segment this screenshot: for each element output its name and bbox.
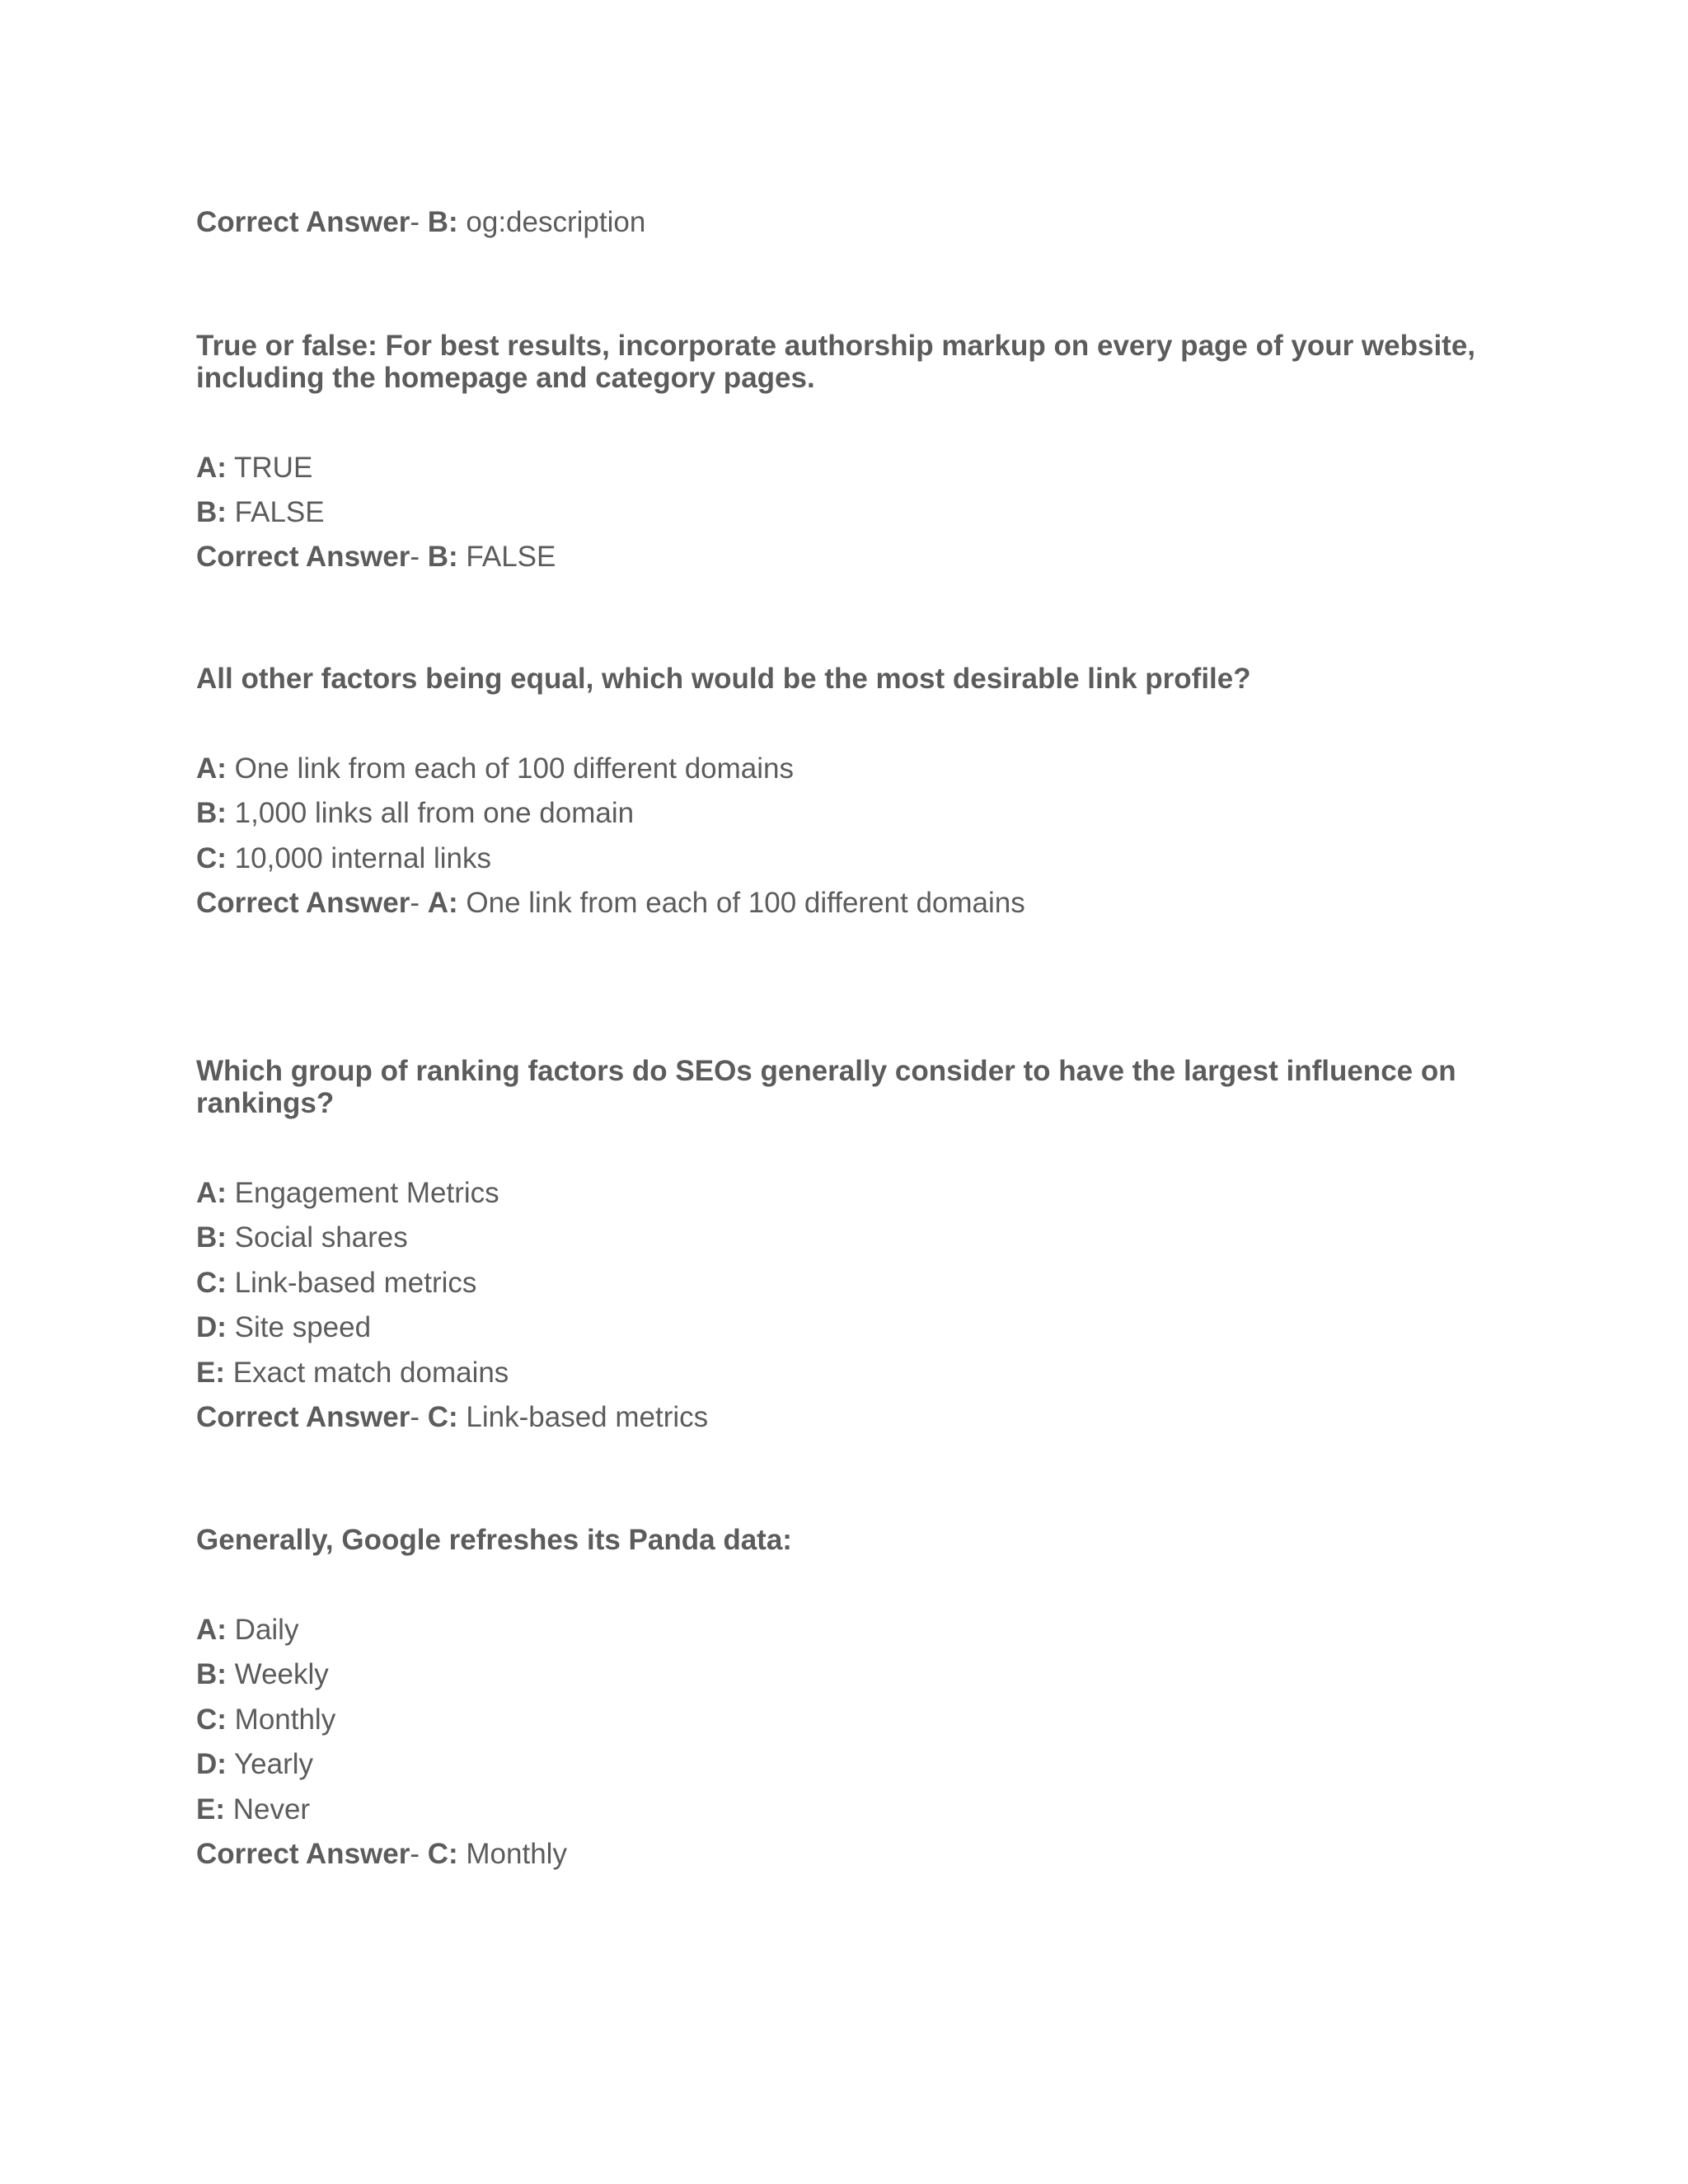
correct-answer-text: One link from each of 100 different domains (457, 887, 1025, 919)
question-2-line-1: All other factors being equal, which would be the most desirable link profile? (196, 663, 1251, 695)
option-letter: B: (196, 797, 227, 829)
q2-option-a (196, 752, 794, 785)
q3-option-a (196, 1177, 499, 1210)
option-text: Site speed (226, 1311, 372, 1343)
option-text: Daily (226, 1614, 299, 1646)
correct-answer-sep: - (410, 206, 428, 238)
q2-correct-answer (196, 887, 1025, 920)
q4-option-c (196, 1704, 335, 1736)
correct-answer-letter: C: (427, 1838, 458, 1870)
question-1-line-1: True or false: For best results, incorporate authorship markup on every page of your website, (196, 330, 1476, 362)
question-4-line-1: Generally, Google refreshes its Panda data: (196, 1524, 792, 1556)
q4-correct-answer (196, 1838, 567, 1871)
option-text: TRUE (226, 452, 313, 484)
correct-answer-sep: - (410, 887, 428, 919)
q3-option-c (196, 1267, 476, 1300)
option-letter: E: (196, 1793, 225, 1825)
correct-answer-label: Correct Answer (196, 541, 410, 573)
correct-answer-letter: B: (427, 206, 458, 238)
option-text: 10,000 internal links (226, 842, 491, 874)
correct-answer-label: Correct Answer (196, 1401, 410, 1433)
correct-answer-label: Correct Answer (196, 887, 410, 919)
option-letter: D: (196, 1748, 227, 1780)
option-text: Link-based metrics (226, 1267, 477, 1299)
q4-option-d (196, 1748, 313, 1781)
correct-answer-sep: - (410, 1838, 428, 1870)
q3-option-d (196, 1311, 371, 1344)
option-text: One link from each of 100 different domains (226, 752, 795, 785)
q2-option-c (196, 842, 491, 875)
q4-option-b (196, 1658, 329, 1691)
q1-correct-answer (196, 541, 556, 574)
option-text: Yearly (226, 1748, 314, 1780)
q1-option-b (196, 496, 325, 529)
option-letter: A: (196, 1177, 227, 1209)
option-text: FALSE (226, 496, 325, 528)
q1-option-a (196, 452, 312, 485)
option-text: Engagement Metrics (226, 1177, 499, 1209)
correct-answer-letter: C: (427, 1401, 458, 1433)
correct-answer-sep: - (410, 1401, 428, 1433)
correct-answer-text: FALSE (457, 541, 556, 573)
option-text: 1,000 links all from one domain (226, 797, 635, 829)
option-letter: B: (196, 1658, 227, 1690)
correct-answer-text: og:description (457, 206, 646, 238)
q4-option-a (196, 1614, 298, 1647)
option-letter: C: (196, 842, 227, 874)
option-text: Weekly (226, 1658, 329, 1690)
question-3-line-1: Which group of ranking factors do SEOs generally consider to have the largest influence on (196, 1055, 1456, 1087)
option-text: Exact match domains (225, 1357, 509, 1389)
q3-option-b (196, 1221, 408, 1254)
option-text: Never (225, 1793, 311, 1825)
option-letter: A: (196, 752, 227, 785)
option-letter: A: (196, 452, 227, 484)
option-letter: B: (196, 1221, 227, 1254)
option-letter: B: (196, 496, 227, 528)
correct-answer-text: Monthly (457, 1838, 567, 1870)
option-letter: C: (196, 1704, 227, 1736)
option-text: Monthly (226, 1704, 336, 1736)
question-3-line-2: rankings? (196, 1087, 335, 1119)
q2-option-b (196, 797, 634, 830)
option-letter: A: (196, 1614, 227, 1646)
correct-answer-letter: B: (427, 541, 458, 573)
correct-answer-letter: A: (427, 887, 458, 919)
question-1-line-2: including the homepage and category pages. (196, 362, 815, 394)
option-letter: C: (196, 1267, 227, 1299)
correct-answer-label: Correct Answer (196, 1838, 410, 1870)
correct-answer-sep: - (410, 541, 428, 573)
q3-correct-answer (196, 1401, 708, 1434)
q3-option-e (196, 1357, 509, 1390)
correct-answer-label: Correct Answer (196, 206, 410, 238)
q4-option-e (196, 1793, 310, 1826)
correct-answer-text: Link-based metrics (457, 1401, 709, 1433)
correct-answer-line (196, 206, 645, 239)
option-letter: E: (196, 1357, 225, 1389)
option-text: Social shares (226, 1221, 408, 1254)
option-letter: D: (196, 1311, 227, 1343)
